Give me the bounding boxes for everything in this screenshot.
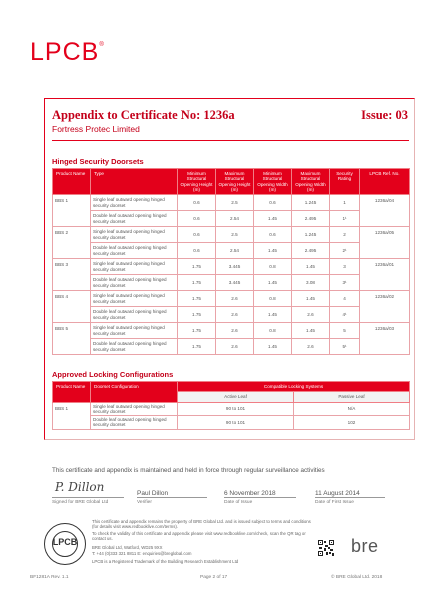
table-row xyxy=(53,323,410,339)
doorset-type: Single leaf outward opening hinged security doorset xyxy=(91,323,178,339)
min-width: 1.45 xyxy=(254,307,292,323)
product-name: BBS 1 xyxy=(53,195,91,227)
copyright: © BRE Global Ltd. 2018 xyxy=(331,575,383,580)
header-type: Type xyxy=(91,169,178,195)
header-product-name: Product Name xyxy=(53,382,91,403)
date-issue-line xyxy=(224,497,296,498)
table-row xyxy=(53,259,410,275)
min-height: 1.75 xyxy=(178,339,216,355)
max-width: 2.495 xyxy=(292,211,330,227)
header-active-leaf: Active Leaf xyxy=(178,392,294,402)
min-width: 1.45 xyxy=(254,211,292,227)
min-width: 0.8 xyxy=(254,323,292,339)
max-height: 3.445 xyxy=(216,259,254,275)
hinged-doorsets-table xyxy=(52,168,410,355)
verifier-caption: Verifier xyxy=(137,500,152,505)
max-width: 3.08 xyxy=(292,275,330,291)
max-width: 1.45 xyxy=(292,323,330,339)
min-width: 1.45 xyxy=(254,339,292,355)
doorset-type: Single leaf outward opening hinged security doorset xyxy=(91,195,178,211)
table-row xyxy=(53,416,410,430)
date-first-issue-caption: Date of First Issue xyxy=(315,500,354,505)
locking-product-name: BBS 1 xyxy=(53,402,91,429)
hinged-section-title: Hinged Security Doorsets xyxy=(52,157,144,166)
max-height: 2.6 xyxy=(216,307,254,323)
date-of-issue: 6 November 2018 xyxy=(224,490,276,497)
product-name: BBS 4 xyxy=(53,291,91,323)
doorset-type: Double leaf outward opening hinged security doorset xyxy=(91,307,178,323)
min-width: 0.8 xyxy=(254,259,292,275)
header-max-width: Maximum Structural Opening Width (m) xyxy=(292,169,330,195)
security-rating: 4 xyxy=(330,291,360,307)
table-row xyxy=(53,227,410,243)
validity-notice: To check the validity of this certificate and appendix please visit www.redbooklive.com/check, scan the QR tag or contact us. xyxy=(92,531,306,542)
min-height: 1.75 xyxy=(178,259,216,275)
page-number: Page 2 of 17 xyxy=(200,575,228,580)
appendix-title: Appendix to Certificate No: 1236a xyxy=(52,108,235,122)
min-height: 0.6 xyxy=(178,211,216,227)
qr-code-icon xyxy=(318,540,334,556)
max-width: 1.45 xyxy=(292,291,330,307)
min-height: 1.75 xyxy=(178,275,216,291)
min-height: 1.75 xyxy=(178,291,216,307)
locking-config: Single leaf outward opening hinged security doorset xyxy=(91,402,178,416)
header-passive-leaf: Passive Leaf xyxy=(294,392,410,402)
min-height: 0.6 xyxy=(178,243,216,259)
max-width: 1.245 xyxy=(292,227,330,243)
max-height: 2.6 xyxy=(216,291,254,307)
address: BRE Global Ltd, Watford, WD25 9XX xyxy=(92,545,163,550)
table-row xyxy=(53,275,410,291)
bre-logo: bre xyxy=(351,536,379,556)
min-height: 1.75 xyxy=(178,307,216,323)
header-max-height: Maximum Structural Opening Height (m) xyxy=(216,169,254,195)
security-rating: 5¹ xyxy=(330,339,360,355)
issue-number: Issue: 03 xyxy=(361,108,408,122)
doorset-type: Single leaf outward opening hinged security doorset xyxy=(91,259,178,275)
verifier-name: Paul Dillon xyxy=(137,490,169,497)
trademark-notice: LPCB is a Registered Trademark of the Building Research Establishment Ltd xyxy=(92,559,239,564)
security-rating: 2 xyxy=(330,227,360,243)
lpcb-logo: LPCB® xyxy=(30,38,105,66)
date-first-issue: 11 August 2014 xyxy=(315,490,360,497)
table-row xyxy=(53,339,410,355)
doorset-type: Single leaf outward opening hinged security doorset xyxy=(91,227,178,243)
product-name: BBS 2 xyxy=(53,227,91,259)
lpcb-ref: 1236a/05 xyxy=(360,227,410,259)
header-lpcb-ref: LPCB Ref. No. xyxy=(360,169,410,195)
lpcb-ref: 1236a/01 xyxy=(360,259,410,291)
header-min-height: Minimum Structural Opening Height (m) xyxy=(178,169,216,195)
max-width: 1.245 xyxy=(292,195,330,211)
security-rating: 1 xyxy=(330,195,360,211)
doorset-type: Double leaf outward opening hinged security doorset xyxy=(91,275,178,291)
min-width: 1.45 xyxy=(254,243,292,259)
locking-active: 90 to 101 xyxy=(178,402,294,416)
min-height: 0.6 xyxy=(178,227,216,243)
divider xyxy=(52,140,409,141)
table-row xyxy=(53,243,410,259)
verifier-line xyxy=(137,497,207,498)
date-of-issue-caption: Date of Issue xyxy=(224,500,253,505)
lpcb-ref: 1236a/03 xyxy=(360,323,410,355)
surveillance-statement: This certificate and appendix is maintained and held in force through regular surveillance activities xyxy=(52,467,325,474)
form-reference: BF1281A Rev. 1.1 xyxy=(30,575,69,580)
security-rating: 4¹ xyxy=(330,307,360,323)
lpcb-ref: 1236a/04 xyxy=(360,195,410,227)
max-width: 2.495 xyxy=(292,243,330,259)
max-width: 2.6 xyxy=(292,339,330,355)
max-height: 2.54 xyxy=(216,243,254,259)
security-rating: 3 xyxy=(330,259,360,275)
table-row xyxy=(53,307,410,323)
max-height: 2.5 xyxy=(216,227,254,243)
max-height: 2.6 xyxy=(216,323,254,339)
company-name: Fortress Protec Limited xyxy=(52,124,140,134)
table-row xyxy=(53,195,410,211)
max-height: 2.6 xyxy=(216,339,254,355)
locking-configurations-table xyxy=(52,381,410,430)
locking-config: Double leaf outward opening hinged security doorset xyxy=(91,416,178,430)
locking-section-title: Approved Locking Configurations xyxy=(52,370,174,379)
certification-seal xyxy=(44,523,86,565)
locking-passive: 102 xyxy=(294,416,410,430)
doorset-type: Single leaf outward opening hinged security doorset xyxy=(91,291,178,307)
min-height: 0.6 xyxy=(178,195,216,211)
max-width: 2.6 xyxy=(292,307,330,323)
max-height: 2.5 xyxy=(216,195,254,211)
seal-text: LPCB xyxy=(52,537,78,547)
min-width: 0.6 xyxy=(254,227,292,243)
security-rating: 1¹ xyxy=(330,211,360,227)
security-rating: 3¹ xyxy=(330,275,360,291)
min-width: 0.8 xyxy=(254,291,292,307)
signed-for-caption: Signed for BRE Global Ltd xyxy=(52,500,109,505)
locking-active: 90 to 101 xyxy=(178,416,294,430)
header-min-width: Minimum Structural Opening Width (m) xyxy=(254,169,292,195)
max-width: 1.45 xyxy=(292,259,330,275)
security-rating: 5 xyxy=(330,323,360,339)
header-compatible-locking-systems: Compatible Locking Systems xyxy=(178,382,410,392)
doorset-type: Double leaf outward opening hinged security doorset xyxy=(91,243,178,259)
table-row xyxy=(53,402,410,416)
signature-line xyxy=(52,497,124,498)
lpcb-ref: 1236a/02 xyxy=(360,291,410,323)
header-security-rating: Security Rating xyxy=(330,169,360,195)
doorset-type: Double leaf outward opening hinged security doorset xyxy=(91,339,178,355)
max-height: 2.54 xyxy=(216,211,254,227)
contact-details: T: +44 (0)333 321 8811 E: enquiries@breglobal.com xyxy=(92,551,192,556)
min-width: 0.6 xyxy=(254,195,292,211)
min-width: 1.45 xyxy=(254,275,292,291)
product-name: BBS 5 xyxy=(53,323,91,355)
property-notice: This certificate and appendix remains the property of BRE Global Ltd. and is issued subject to terms and conditions (for details visit www.redbooklive.com/terms). xyxy=(92,519,311,530)
max-height: 3.445 xyxy=(216,275,254,291)
header-doorset-configuration: Doorset Configuration xyxy=(91,382,178,403)
doorset-type: Double leaf outward opening hinged security doorset xyxy=(91,211,178,227)
min-height: 1.75 xyxy=(178,323,216,339)
table-row xyxy=(53,291,410,307)
product-name: BBS 3 xyxy=(53,259,91,291)
security-rating: 2¹ xyxy=(330,243,360,259)
locking-passive: N/A xyxy=(294,402,410,416)
date-first-line xyxy=(315,497,385,498)
signature: P. Dillon xyxy=(55,480,105,494)
header-product-name: Product Name xyxy=(53,169,91,195)
table-row xyxy=(53,211,410,227)
